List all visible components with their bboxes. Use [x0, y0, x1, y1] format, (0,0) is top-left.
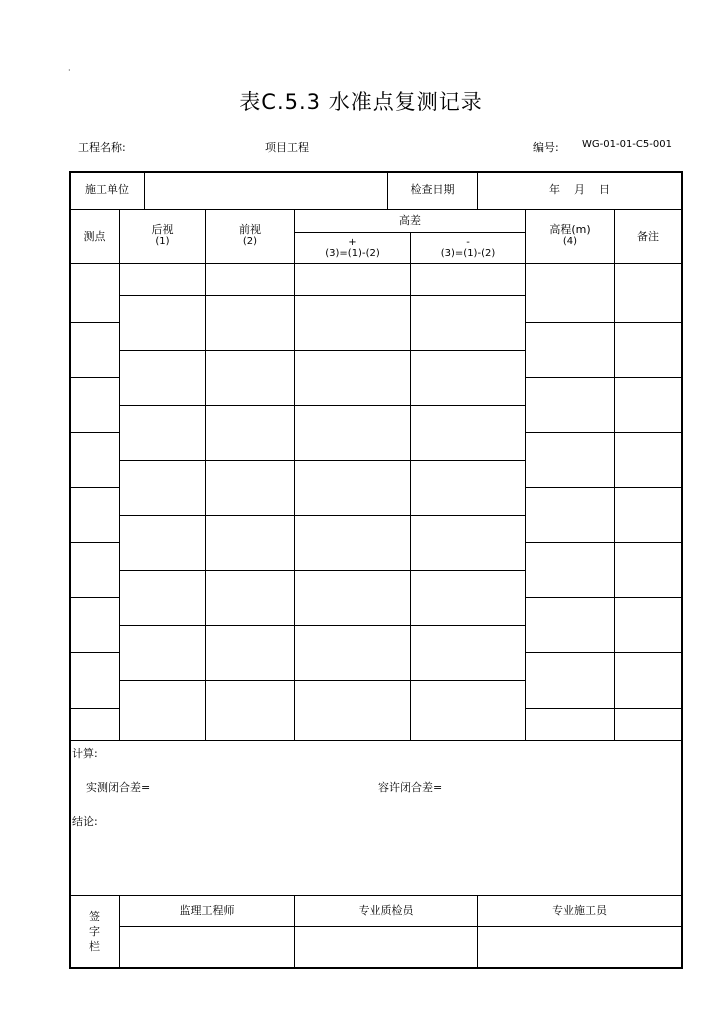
col-minus-header: - — [466, 237, 470, 248]
col-elevation-number: (4) — [562, 236, 578, 247]
signature-label-3: 栏 — [89, 940, 100, 953]
conclusion-label: 结论: — [72, 815, 98, 828]
col-point-header: 测点 — [83, 230, 106, 243]
qc-inspector-signature-field[interactable] — [295, 927, 477, 967]
inspection-date-value[interactable]: 年 月 日 — [549, 183, 610, 196]
project-name-label: 工程名称: — [78, 141, 126, 154]
col-elevation-header: 高程(m) — [549, 223, 591, 236]
construction-unit-field[interactable] — [145, 172, 387, 209]
allowed-closure-label: 容许闭合差= — [378, 781, 443, 794]
number-value: WG-01-01-C5-001 — [582, 139, 672, 150]
construction-unit-label: 施工单位 — [85, 183, 129, 196]
calc-label: 计算: — [72, 747, 98, 760]
col-foresight-header: 前视 — [239, 223, 261, 236]
signature-label-1: 签 — [89, 910, 100, 923]
measured-closure-label: 实测闭合差= — [86, 781, 151, 794]
number-label: 编号: — [533, 141, 559, 154]
project-name-value: 项目工程 — [265, 141, 309, 154]
supervisor-header: 监理工程师 — [179, 904, 235, 917]
col-foresight-number: (2) — [242, 236, 258, 247]
supervisor-signature-field[interactable] — [120, 927, 294, 967]
signature-label-2: 字 — [89, 925, 100, 938]
col-minus-formula: (3)=(1)-(2) — [440, 248, 496, 259]
col-backsight-header: 后视 — [151, 223, 174, 236]
constructor-header: 专业施工员 — [552, 904, 607, 917]
col-height-diff-header: 高差 — [399, 214, 421, 227]
col-remark-header: 备注 — [637, 230, 659, 243]
qc-inspector-header: 专业质检员 — [358, 904, 414, 917]
page-dot: · — [68, 66, 71, 75]
page-title: 表C.5.3 水准点复测记录 — [239, 90, 483, 114]
col-backsight-number: (1) — [155, 236, 170, 247]
inspection-date-label: 检查日期 — [410, 183, 455, 196]
col-plus-header: + — [348, 237, 357, 248]
calc-area[interactable] — [71, 741, 681, 895]
col-plus-formula: (3)=(1)-(2) — [325, 248, 380, 259]
constructor-signature-field[interactable] — [478, 927, 681, 967]
